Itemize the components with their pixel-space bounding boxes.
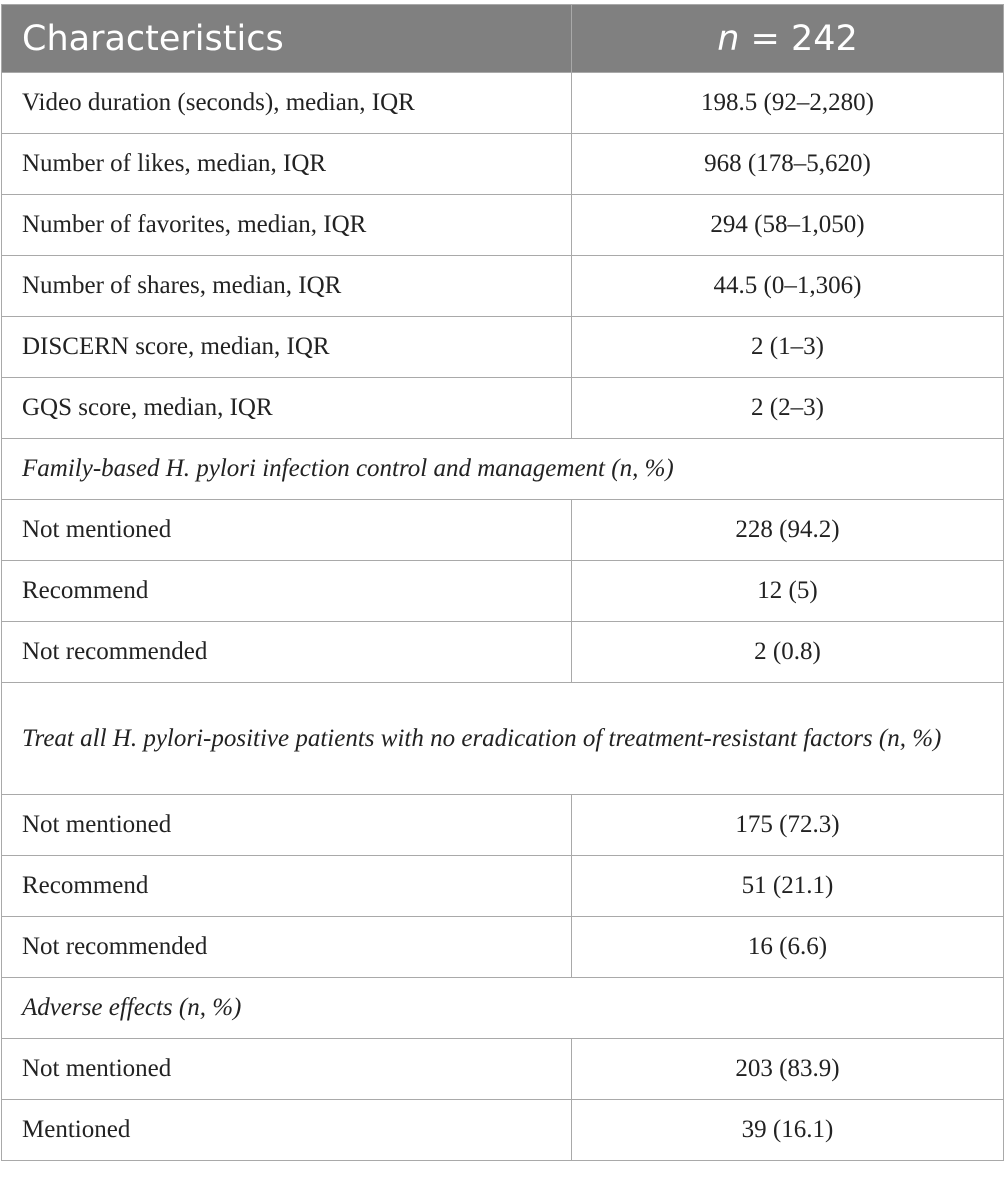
section-heading: Family-based H. pylori infection control and management (n, %) (2, 439, 1004, 500)
row-label: Not recommended (2, 917, 572, 978)
row-value: 2 (2–3) (572, 378, 1004, 439)
row-value: 228 (94.2) (572, 500, 1004, 561)
row-label: GQS score, median, IQR (2, 378, 572, 439)
row-value: 12 (5) (572, 561, 1004, 622)
row-value: 175 (72.3) (572, 795, 1004, 856)
n-value: = 242 (739, 18, 858, 59)
table-row (2, 317, 1004, 378)
section-row (2, 439, 1004, 500)
table-row (2, 917, 1004, 978)
row-label: Not mentioned (2, 795, 572, 856)
row-value: 39 (16.1) (572, 1100, 1004, 1161)
table-row (2, 134, 1004, 195)
row-value: 968 (178–5,620) (572, 134, 1004, 195)
row-label: Recommend (2, 561, 572, 622)
section-heading: Adverse effects (n, %) (2, 978, 1004, 1039)
row-label: Number of shares, median, IQR (2, 256, 572, 317)
row-label: Video duration (seconds), median, IQR (2, 73, 572, 134)
row-label: Mentioned (2, 1100, 572, 1161)
row-label: Number of likes, median, IQR (2, 134, 572, 195)
section-row (2, 978, 1004, 1039)
table-row (2, 622, 1004, 683)
row-label: DISCERN score, median, IQR (2, 317, 572, 378)
row-value: 16 (6.6) (572, 917, 1004, 978)
row-value: 44.5 (0–1,306) (572, 256, 1004, 317)
section-heading: Treat all H. pylori-positive patients with no eradication of treatment-resistant factors (n, %) (2, 683, 1004, 795)
table-row (2, 856, 1004, 917)
n-symbol: n (717, 18, 740, 59)
table-row (2, 195, 1004, 256)
row-label: Not recommended (2, 622, 572, 683)
section-row (2, 683, 1004, 795)
characteristics-table (1, 4, 1004, 1161)
row-label: Recommend (2, 856, 572, 917)
row-value: 198.5 (92–2,280) (572, 73, 1004, 134)
row-value: 294 (58–1,050) (572, 195, 1004, 256)
table-row (2, 561, 1004, 622)
table-row (2, 500, 1004, 561)
row-label: Number of favorites, median, IQR (2, 195, 572, 256)
row-value: 2 (0.8) (572, 622, 1004, 683)
row-value: 51 (21.1) (572, 856, 1004, 917)
sample-size-header (572, 5, 1004, 73)
row-label: Not mentioned (2, 500, 572, 561)
table-row (2, 378, 1004, 439)
table-header-row (2, 5, 1004, 73)
table-row (2, 256, 1004, 317)
table-row (2, 1100, 1004, 1161)
table-row (2, 1039, 1004, 1100)
characteristics-header: Characteristics (2, 5, 572, 73)
table-row (2, 73, 1004, 134)
row-label: Not mentioned (2, 1039, 572, 1100)
row-value: 2 (1–3) (572, 317, 1004, 378)
table-row (2, 795, 1004, 856)
row-value: 203 (83.9) (572, 1039, 1004, 1100)
